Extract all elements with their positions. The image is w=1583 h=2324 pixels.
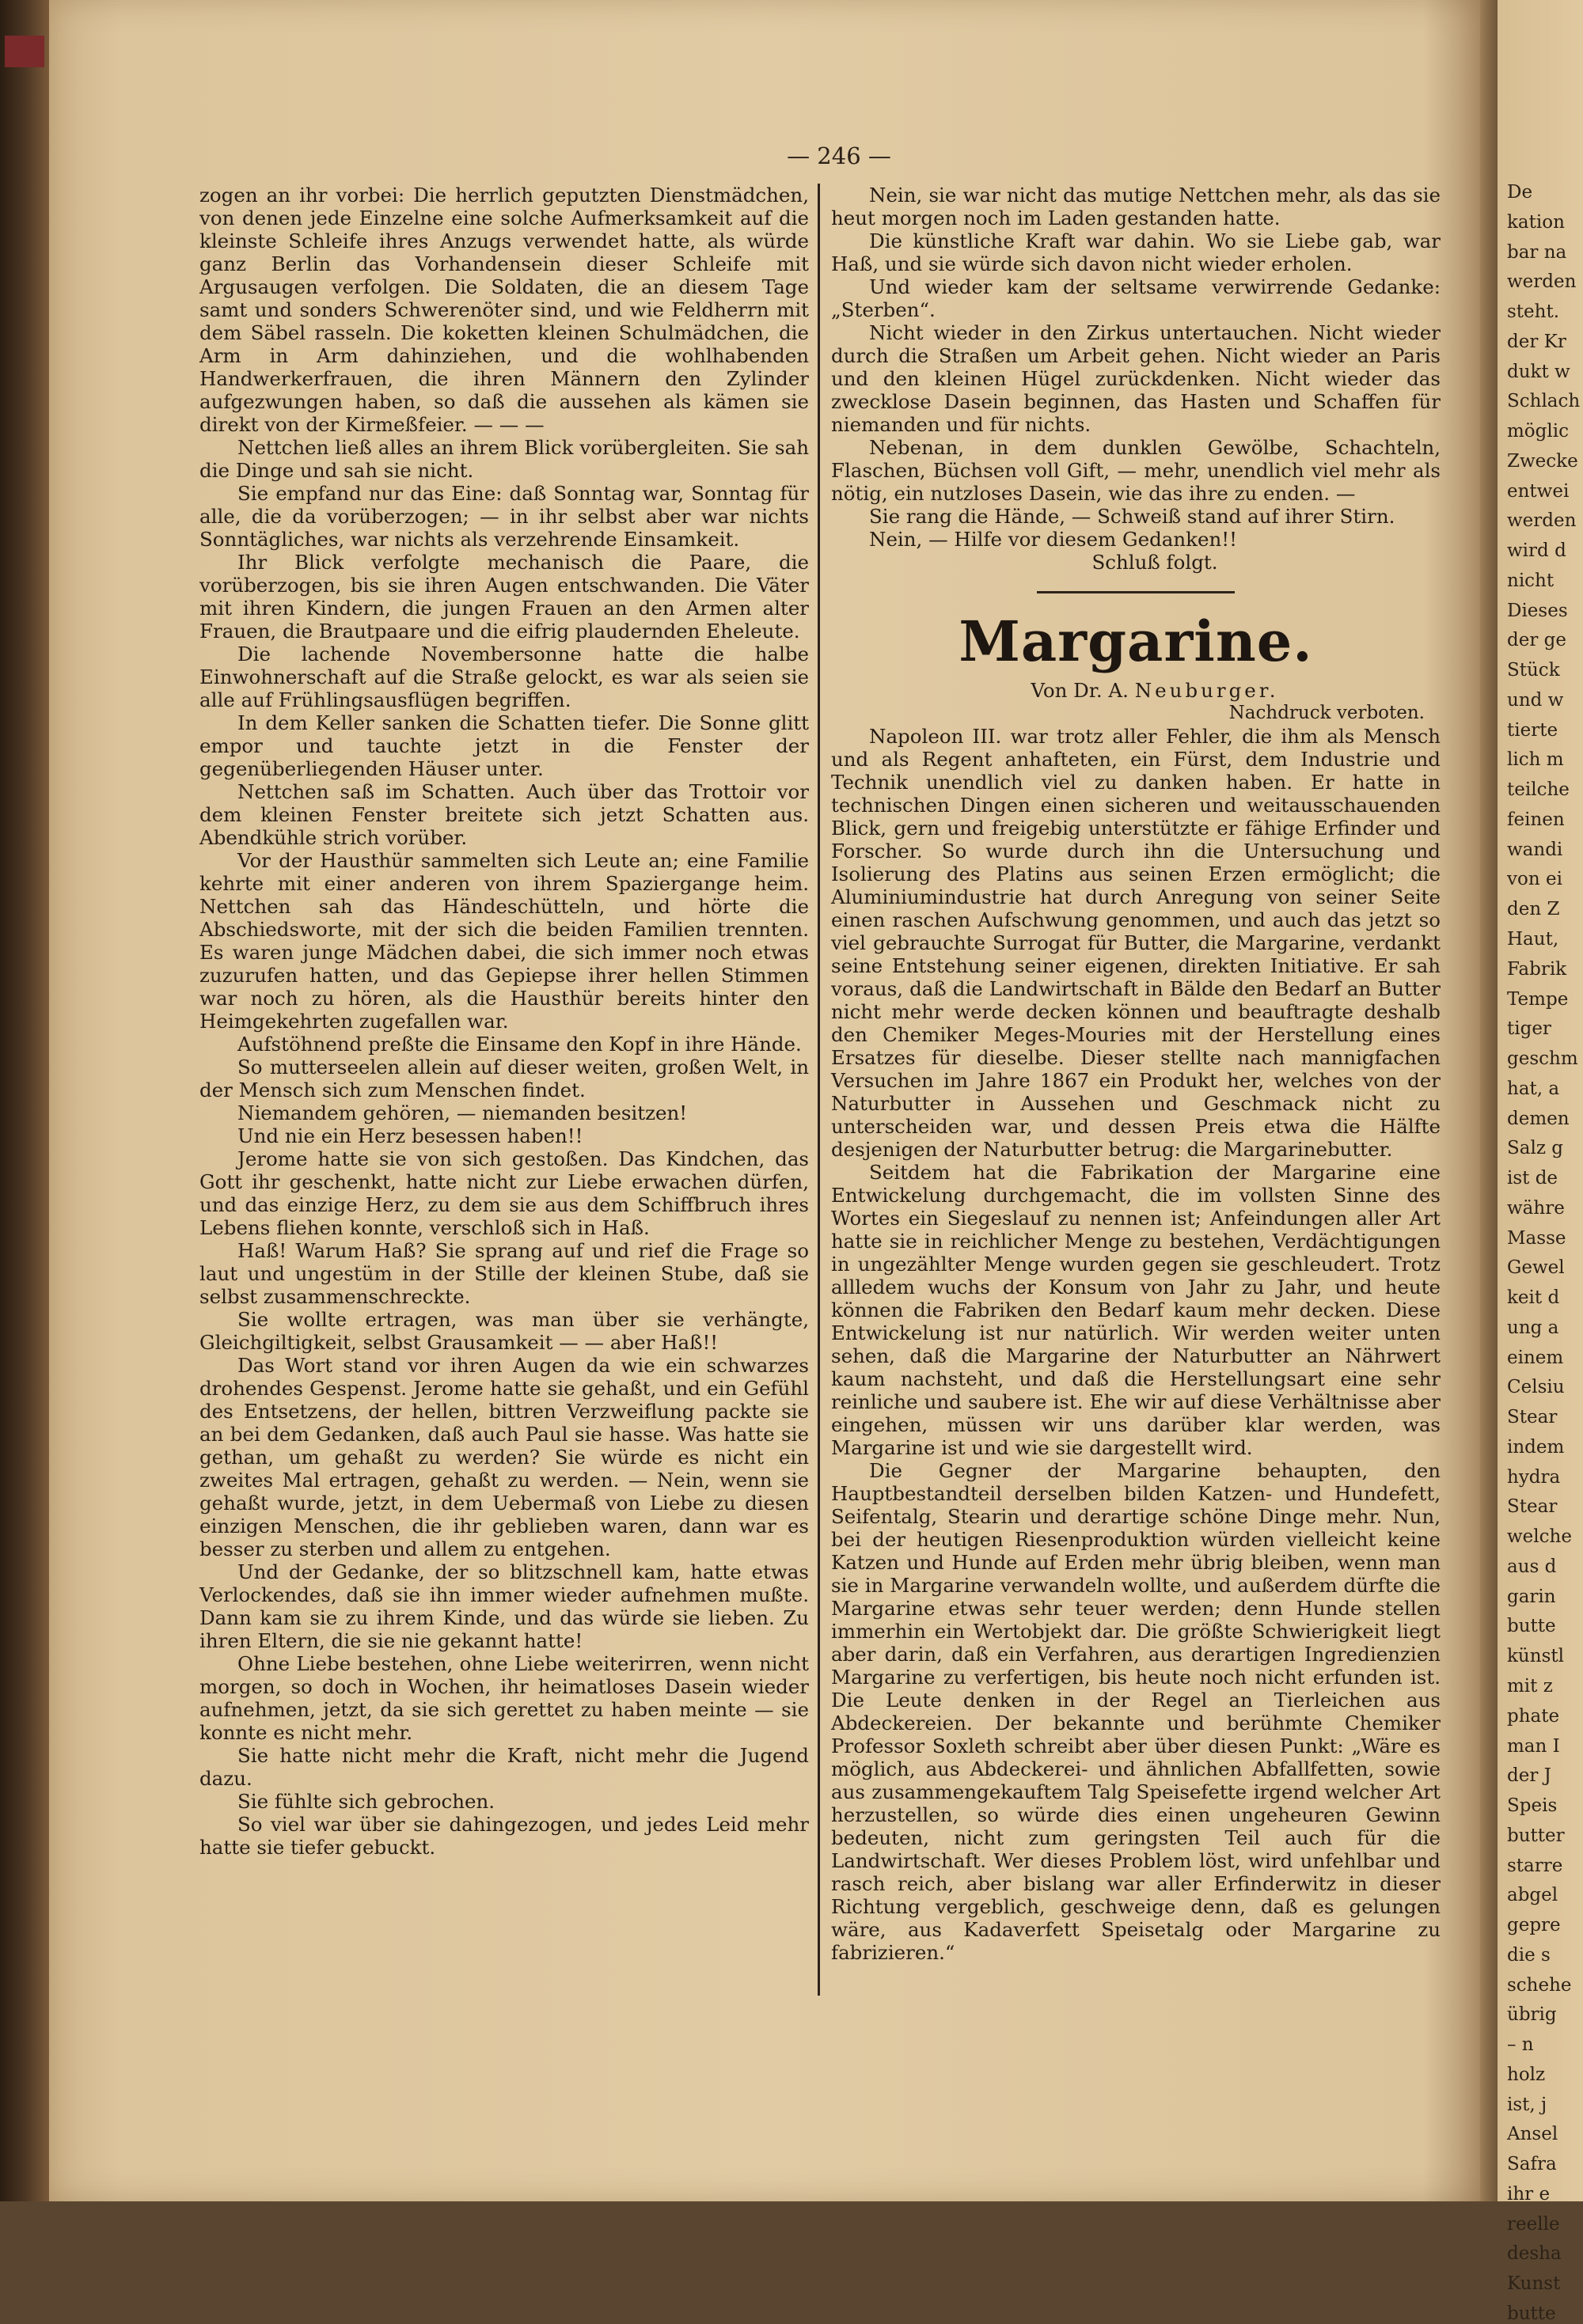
byline-prefix: Von Dr. A. — [1031, 679, 1129, 702]
adjacent-text-fragment: werden — [1507, 271, 1577, 293]
adjacent-text-fragment: hat, a — [1507, 1078, 1560, 1099]
adjacent-text-fragment: übrig — [1507, 2004, 1557, 2026]
adjacent-text-fragment: aus d — [1507, 1556, 1557, 1577]
adjacent-text-fragment: der J — [1507, 1765, 1551, 1787]
adjacent-text-fragment: indem — [1507, 1436, 1565, 1458]
article-paragraph: Die Gegner der Margarine behaupten, den Hauptbestandteil derselben bilden Katzen- und Hundefett, Seifentalg, Stearin und derartige schöne Dinge mehr. Nun, bei der heutigen Riesenproduktion würden vielleicht keine Katzen und Hunde auf Erden mehr übrig bleiben, wenn man sie in Margarine verwandeln wollte, und außerdem dürfte die Margarine etwas sehr teuer werden; denn Hunde stellen immerhin ein Wertobjekt dar. Die größte Schwierigkeit liegt aber darin, daß ein Verfahren, aus derartigen Ingredienzien Margarine zu verfertigen, bis heute noch nicht erfunden ist. Die Leute denken in der Regel an Tierleichen aus Abdeckereien. Der bekannte und berühmte Chemiker Professor Soxleth schreibt aber über diesen Punkt: „Wäre es möglich, aus Abdeckerei- und ähnlichen Abfallfetten, sowie aus zusammengekauftem Talg Speisefette irgend welcher Art herzustellen, so würde dies einen ungeheuren Gewinn bedeuten, nicht zum geringsten Teil auch für die Landwirtschaft. Wer dieses Problem löst, wird unfehlbar und rasch reich, aber bislang war aller Erfinderwitz in dieser Richtung vergeblich, geschweige denn, daß es gelungen wäre, aus Kadaverfett Speisetalg oder Margarine zu fabrizieren.“ — [831, 1459, 1441, 1964]
story-paragraph: Sie wollte ertragen, was man über sie verhängte, Gleichgiltigkeit, selbst Grausamkeit — — aber Haß!! — [199, 1308, 809, 1354]
story-paragraph: Vor der Hausthür sammelten sich Leute an; eine Familie kehrte mit einer anderen von ihrem Spaziergange heim. Nettchen sah das Händeschütteln, und hörte die Abschiedsworte, mit der sich die beiden Familien trennten. Es waren junge Mädchen dabei, die sich immer noch etwas zuzurufen hatten, und das Gepiepse ihrer hellen Stimmen war noch zu hören, als die Hausthür bereits hinter den Heimgekehrten zugefallen war. — [199, 849, 809, 1033]
adjacent-text-fragment: ist de — [1507, 1168, 1558, 1189]
adjacent-text-fragment: von ei — [1507, 869, 1562, 890]
story-paragraph: Nicht wieder in den Zirkus untertauchen. Nicht wieder durch die Straßen um Arbeit gehen. Nicht wieder an Paris und den kleinen Hügel zurückdenken. Nicht wieder das zwecklose Dasein beginnen, das Hasten und Schaffen für niemanden und für nichts. — [831, 321, 1441, 436]
adjacent-text-fragment: Fabrik — [1507, 958, 1567, 980]
adjacent-text-fragment: Stear — [1507, 1496, 1558, 1518]
adjacent-text-fragment: wird d — [1507, 540, 1566, 562]
adjacent-text-fragment: währe — [1507, 1197, 1565, 1219]
adjacent-text-fragment: feinen — [1507, 809, 1565, 830]
binding-label — [5, 36, 44, 67]
adjacent-text-fragment: Salz g — [1507, 1138, 1563, 1159]
story-paragraph: Ohne Liebe bestehen, ohne Liebe weiterirren, wenn nicht morgen, so doch in Wochen, ihr heimatloses Dasein wieder aufnehmen, jetzt, da sie sich gerettet zu haben meinte — sie konnte es nicht mehr. — [199, 1652, 809, 1744]
adjacent-text-fragment: Tempe — [1507, 988, 1569, 1010]
story-paragraph: Ihr Blick verfolgte mechanisch die Paare, die vorüberzogen, bis sie ihren Augen entschwanden. Die Väter mit ihren Kindern, die jungen Frauen an den Armen alter Frauen, die Brautpaare und die eifrig plaudernden Eheleute. — [199, 551, 809, 643]
adjacent-text-fragment: möglic — [1507, 421, 1569, 442]
adjacent-text-fragment: die s — [1507, 1944, 1551, 1966]
adjacent-text-fragment: hydra — [1507, 1466, 1561, 1488]
adjacent-text-fragment: Gewel — [1507, 1257, 1565, 1279]
adjacent-text-fragment: ung a — [1507, 1317, 1559, 1338]
section-separator — [1037, 591, 1235, 593]
story-paragraph: Nein, — Hilfe vor diesem Gedanken!! — [869, 528, 1237, 551]
adjacent-text-fragment: Kunst — [1507, 2273, 1561, 2295]
adjacent-text-fragment: holz — [1507, 2064, 1546, 2085]
story-paragraph: Das Wort stand vor ihren Augen da wie ein schwarzes drohendes Gespenst. Jerome hatte sie gehaßt, und ein Gefühl des Entsetzens, der hellen, bittren Verzweiflung packte sie an bei dem Gedanken, daß auch Paul sie hasse. Was hatte sie gethan, um gehaßt zu werden? Sie würde es nicht ein zweites Mal ertragen, gehaßt zu werden. — Nein, wenn sie gehaßt wurde, jetzt, in dem Uebermaß von Liebe zu diesen einzigen Menschen, die ihr geblieben waren, dann war es besser zu sterben und allem zu entgehen. — [199, 1354, 809, 1560]
page-number: — 246 — — [787, 142, 891, 169]
adjacent-text-fragment: demen — [1507, 1108, 1570, 1129]
story-paragraph: Und nie ein Herz besessen haben!! — [237, 1124, 583, 1147]
story-paragraph: So mutterseelen allein auf dieser weiten, großen Welt, in der Mensch sich zum Menschen findet. — [199, 1056, 809, 1101]
adjacent-text-fragment: geschm — [1507, 1048, 1578, 1070]
story-paragraph: Aufstöhnend preßte die Einsame den Kopf in ihre Hände. — [237, 1033, 802, 1056]
adjacent-text-fragment: Speis — [1507, 1795, 1558, 1817]
adjacent-text-fragment: butte — [1507, 1616, 1556, 1637]
adjacent-text-fragment: bar na — [1507, 241, 1567, 263]
adjacent-text-fragment: keit d — [1507, 1287, 1560, 1309]
story-paragraph: Die künstliche Kraft war dahin. Wo sie Liebe gab, war Haß, und sie würde sich davon nicht wieder erholen. — [831, 229, 1441, 275]
column-divider — [818, 184, 820, 1996]
adjacent-text-fragment: starre — [1507, 1855, 1563, 1876]
adjacent-text-fragment: Haut, — [1507, 929, 1559, 950]
adjacent-text-fragment: Masse — [1507, 1227, 1566, 1249]
adjacent-text-fragment: desha — [1507, 2243, 1562, 2265]
adjacent-text-fragment: ihr e — [1507, 2183, 1551, 2205]
adjacent-text-fragment: welche — [1507, 1526, 1572, 1548]
reprint-notice: Nachdruck verboten. — [1228, 703, 1425, 723]
adjacent-text-fragment: tiger — [1507, 1018, 1551, 1040]
book-binding — [0, 0, 49, 2201]
story-paragraph: Haß! Warum Haß? Sie sprang auf und rief die Frage so laut und ungestüm in der Stille der kleinen Stube, daß sie selbst zusammenschreckte. — [199, 1239, 809, 1308]
adjacent-text-fragment: und w — [1507, 689, 1564, 711]
adjacent-text-fragment: gepre — [1507, 1915, 1561, 1936]
story-paragraph: Sie fühlte sich gebrochen. — [237, 1790, 495, 1813]
story-paragraph: Und wieder kam der seltsame verwirrende Gedanke: „Sterben“. — [831, 275, 1441, 321]
adjacent-text-fragment: phate — [1507, 1705, 1560, 1727]
adjacent-text-fragment: Zwecke — [1507, 450, 1578, 472]
adjacent-text-fragment: nicht — [1507, 570, 1555, 591]
article-author: Neuburger. — [1134, 679, 1279, 702]
adjacent-text-fragment: teilche — [1507, 779, 1570, 801]
story-paragraph: Die lachende Novembersonne hatte die halbe Einwohnerschaft auf die Straße gelockt, es war als seien sie alle auf Frühlingsausflügen begriffen. — [199, 643, 809, 711]
adjacent-text-fragment: Ansel — [1507, 2124, 1558, 2145]
article-byline — [831, 679, 1441, 702]
adjacent-text-fragment: steht. — [1507, 301, 1560, 323]
adjacent-text-fragment: wandi — [1507, 839, 1563, 860]
adjacent-text-fragment: abgel — [1507, 1885, 1558, 1906]
adjacent-text-fragment: werden — [1507, 510, 1577, 532]
story-paragraph: zogen an ihr vorbei: Die herrlich geputzten Dienstmädchen, von denen jede Einzelne eine solche Aufmerksamkeit auf die kleinste Schleife ihres Anzugs verwendet hatte, als würde ganz Berlin das Vorhandensein dieser Schleife mit Argusaugen verfolgen. Die Soldaten, die an diesem Tage samt und sonders Schwerenöter sind, und wie Feldherrn mit dem Säbel rasseln. Die koketten kleinen Schulmädchen, die Arm in Arm dahinziehen, und die wohlhabenden Handwerkerfrauen, die ihren Männern den Zylinder aufgezwungen haben, so daß die aussehen als kämen sie direkt von der Kirmeßfeier. — — — — [199, 184, 809, 436]
adjacent-text-fragment: der ge — [1507, 630, 1566, 651]
adjacent-page-fragment — [1498, 0, 1583, 2324]
adjacent-text-fragment: Stück — [1507, 660, 1560, 681]
story-paragraph: Jerome hatte sie von sich gestoßen. Das Kindchen, das Gott ihr geschenkt, hatte nicht zur Liebe erwachen dürfen, und das einzige Herz, zu dem sie aus dem Schiffbruch ihres Lebens fliehen konnte, verschloß sich in Haß. — [199, 1147, 809, 1239]
story-paragraph: Nettchen saß im Schatten. Auch über das Trottoir vor dem kleinen Fenster breitete sich jetzt Schatten aus. Abendkühle strich vorüber. — [199, 780, 809, 849]
adjacent-text-fragment: – n — [1507, 2034, 1534, 2056]
adjacent-text-fragment: De — [1507, 182, 1533, 203]
left-column-story — [199, 184, 809, 1859]
adjacent-text-fragment: kation — [1507, 211, 1565, 233]
story-paragraph: So viel war über sie dahingezogen, und jedes Leid mehr hatte sie tiefer gebuckt. — [199, 1813, 809, 1859]
story-paragraph: Sie empfand nur das Eine: daß Sonntag war, Sonntag für alle, die da vorüberzogen; — in ihr selbst aber war nichts Sonntägliches, war nichts als verzehrende Einsamkeit. — [199, 482, 809, 551]
adjacent-text-fragment: Schlach — [1507, 391, 1581, 412]
story-paragraph: Nebenan, in dem dunklen Gewölbe, Schachteln, Flaschen, Büchsen voll Gift, — mehr, unendlich viel mehr als nötig, ein nutzloses Dasein, wie das ihre zu enden. — — [831, 436, 1441, 505]
adjacent-text-fragment: man I — [1507, 1735, 1560, 1757]
story-paragraph: Und der Gedanke, der so blitzschnell kam, hatte etwas Verlockendes, daß sie ihn immer wieder aufnehmen mußte. Dann kam sie zu ihrem Kinde, und das würde sie lieben. Zu ihren Eltern, die sie nie gekannt hatte! — [199, 1560, 809, 1652]
adjacent-text-fragment: dukt w — [1507, 361, 1570, 382]
adjacent-text-fragment: butte — [1507, 2303, 1556, 2324]
story-paragraph: Nettchen ließ alles an ihrem Blick vorübergleiten. Sie sah die Dinge und sah sie nicht. — [199, 436, 809, 482]
adjacent-text-fragment: mit z — [1507, 1676, 1553, 1697]
adjacent-text-fragment: den Z — [1507, 899, 1560, 920]
adjacent-text-fragment: tierte — [1507, 719, 1558, 741]
adjacent-text-fragment: Safra — [1507, 2154, 1557, 2175]
adjacent-text-fragment: garin — [1507, 1586, 1556, 1607]
adjacent-text-fragment: ist, j — [1507, 2094, 1547, 2115]
adjacent-text-fragment: der Kr — [1507, 331, 1566, 352]
story-paragraph: Niemandem gehören, — niemanden besitzen! — [237, 1101, 688, 1124]
right-column — [831, 184, 1441, 1964]
adjacent-text-fragment: schehe — [1507, 1974, 1572, 1996]
article-paragraph: Napoleon III. war trotz aller Fehler, die ihm als Mensch und als Regent anhafteten, ein Fürst, dem Industrie und Technik unendlich viel zu danken haben. Er hatte in technischen Dingen einen sicheren und weitausschauenden Blick, gern und freigebig unterstützte er fähige Erfinder und Forscher. So wurde durch ihn die Untersuchung und Isolierung des Platins aus seinen Erzen ermöglicht; die Aluminiumindustrie hat durch Anregung von seiner Seite einen raschen Aufschwung genommen, und auch das jetzt so viel gebrauchte Surrogat für Butter, die Margarine, verdankt seine Entstehung seiner eigenen, direkten Initiative. Er sah voraus, daß die Landwirtschaft in Bälde den Bedarf an Butter nicht mehr werde decken können und beauftragte deshalb den Chemiker Meges-Mouries mit der Herstellung eines Ersatzes für dieselbe. Dieser stellte nach mannigfachen Versuchen im Jahre 1867 ein Produkt her, welches von der Naturbutter in Aussehen und Geschmack nicht zu unterscheiden war, und dessen Preis etwa die Hälfte desjenigen der Naturbutter betrug: die Margarinebutter. — [831, 725, 1441, 1161]
adjacent-text-fragment: einem — [1507, 1347, 1564, 1368]
adjacent-text-fragment: reelle — [1507, 2213, 1560, 2235]
article-title: Margarine. — [959, 608, 1313, 674]
story-paragraph: Sie hatte nicht mehr die Kraft, nicht mehr die Jugend dazu. — [199, 1744, 809, 1790]
story-paragraph: Sie rang die Hände, — Schweiß stand auf ihrer Stirn. — [869, 505, 1395, 528]
story-paragraph: Nein, sie war nicht das mutige Nettchen mehr, als das sie heut morgen noch im Laden gestanden hatte. — [831, 184, 1441, 229]
adjacent-text-fragment: Celsiu — [1507, 1377, 1565, 1398]
adjacent-text-fragment: künstl — [1507, 1646, 1564, 1667]
adjacent-text-fragment: entwei — [1507, 480, 1570, 502]
story-paragraph: In dem Keller sanken die Schatten tiefer. Die Sonne glitt empor und tauchte jetzt in die Fenster der gegenüberliegenden Häuser unter. — [199, 711, 809, 780]
adjacent-text-fragment: Dieses — [1507, 600, 1568, 621]
story-continuation — [831, 184, 1441, 551]
continued-notice: Schluß folgt. — [1091, 551, 1218, 574]
page-gutter — [1480, 0, 1498, 2201]
adjacent-text-fragment: butter — [1507, 1825, 1565, 1846]
article-paragraph: Seitdem hat die Fabrikation der Margarine eine Entwickelung durchgemacht, die im vollsten Sinne des Wortes ein Siegeslauf zu nennen ist; Anfeindungen aller Art hatte sie in reichlicher Menge zu bestehen, Verdächtigungen in ungezählter Menge wurden gegen sie geschleudert. Trotz allledem wuchs der Konsum von Jahr zu Jahr, und heute können die Fabriken den Bedarf kaum mehr decken. Diese Entwickelung ist nur natürlich. Wir werden weiter unten sehen, daß die Margarine der Naturbutter an Nährwert kaum nachsteht, und daß die Herstellungsart eine sehr reinliche und saubere ist. Ehe wir auf diese Verhältnisse aber eingehen, müssen wir uns darüber klar werden, was Margarine ist und wie sie dargestellt wird. — [831, 1161, 1441, 1459]
article-body — [831, 725, 1441, 1964]
adjacent-text-fragment: Stear — [1507, 1407, 1558, 1428]
adjacent-text-fragment: lich m — [1507, 749, 1564, 771]
